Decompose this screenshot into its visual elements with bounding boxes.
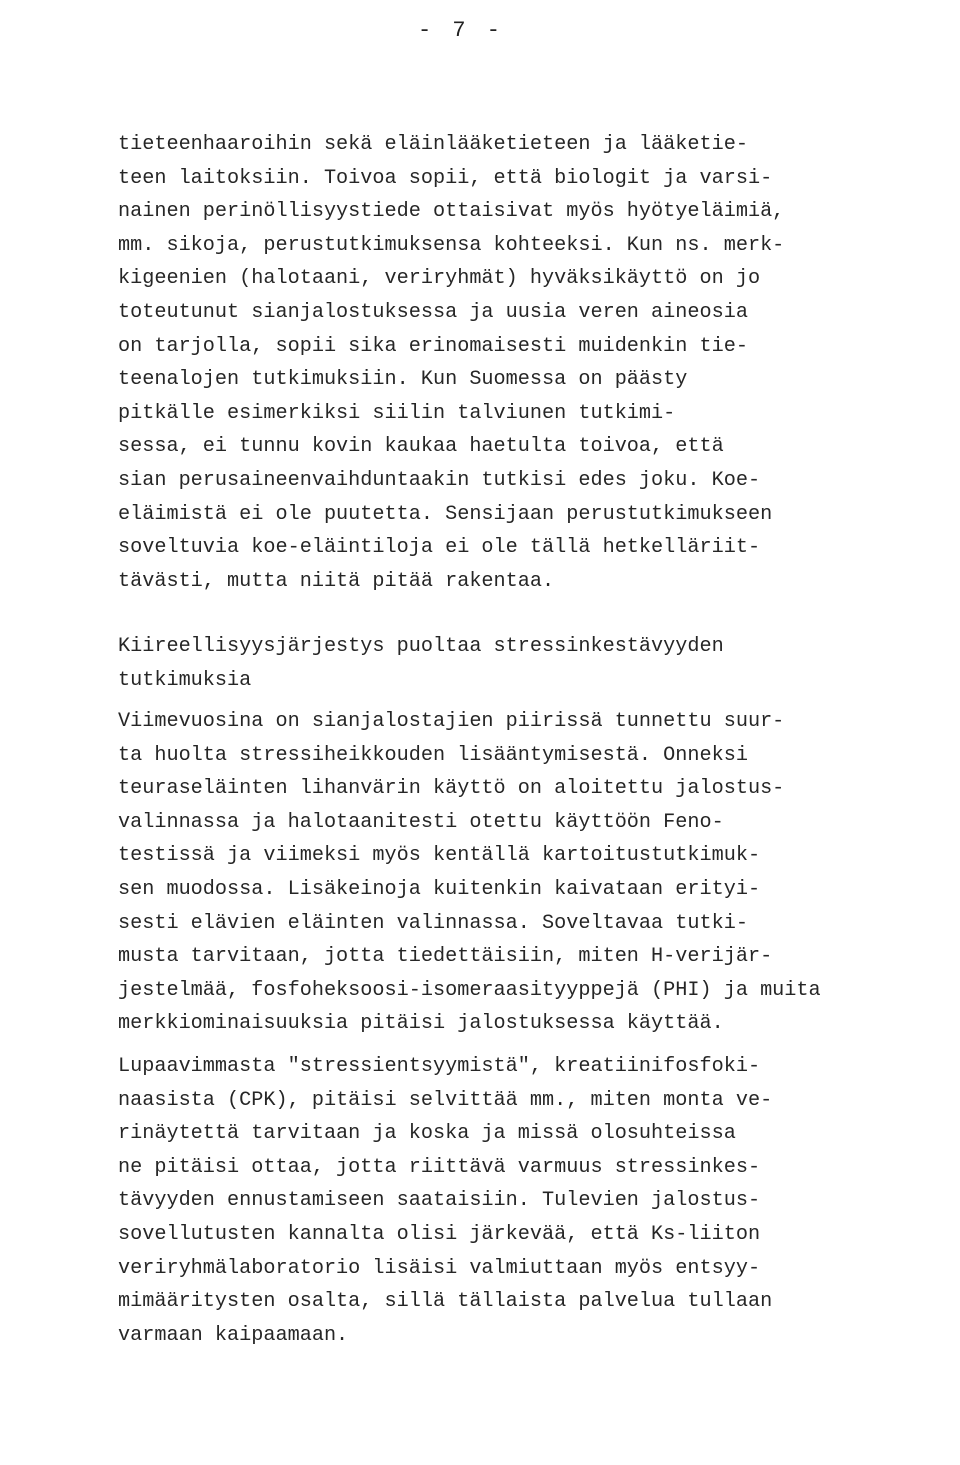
text-line: eläimistä ei ole puutetta. Sensijaan perustutkimukseen [118, 502, 773, 526]
text-line: jestelmää, fosfoheksoosi-isomeraasityyppejä (PHI) ja muita [118, 978, 821, 1002]
text-line: veriryhmälaboratorio lisäisi valmiuttaan myös entsyy- [118, 1256, 761, 1280]
text-line: soveltuvia koe-eläintiloja ei ole tällä hetkelläriit- [118, 536, 761, 560]
text-line: sesti elävien eläinten valinnassa. Soveltavaa tutki- [118, 911, 748, 935]
text-line: teen laitoksiin. Toivoa sopii, että biologit ja varsi- [118, 166, 773, 190]
text-line: tieteenhaaroihin sekä eläinlääketieteen ja lääketie- [118, 133, 748, 156]
text-line: ta huolta stressiheikkouden lisääntymisestä. Onneksi [118, 743, 748, 767]
text-line: nainen perinöllisyystiede ottaisivat myös hyötyeläimiä, [118, 200, 785, 224]
heading-line: Kiireellisyysjärjestys puoltaa stressinkestävyyden [118, 635, 724, 658]
text-line: kigeenien (halotaani, veriryhmät) hyväksikäyttö on jo [118, 267, 761, 291]
text-line: tävästi, mutta niitä pitää rakentaa. [118, 569, 555, 593]
paragraph-research-fields [118, 128, 878, 598]
text-line: merkkiominaisuuksia pitäisi jalostuksessa käyttää. [118, 1012, 724, 1036]
text-line: sovellutusten kannalta olisi järkevää, että Ks-liiton [118, 1222, 761, 1246]
text-line: teuraseläinten lihanvärin käyttö on aloitettu jalostus- [118, 777, 785, 801]
text-line: musta tarvitaan, jotta tiedettäisiin, miten H-verijär- [118, 945, 773, 969]
text-line: teenalojen tutkimuksiin. Kun Suomessa on päästy [118, 368, 688, 392]
text-line: Viimevuosina on sianjalostajien piirissä tunnettu suur- [118, 710, 785, 733]
text-line: toteutunut sianjalostuksessa ja uusia veren aineosia [118, 300, 748, 324]
section-heading [118, 630, 878, 697]
text-line: sian perusaineenvaihduntaakin tutkisi edes joku. Koe- [118, 468, 761, 492]
text-line: mm. sikoja, perustutkimuksensa kohteeksi. Kun ns. merk- [118, 233, 785, 257]
page-number: - 7 - [418, 18, 505, 43]
text-line: tävyyden ennustamiseen saataisiin. Tulevien jalostus- [118, 1189, 761, 1213]
text-line: Lupaavimmasta "stressientsyymistä", kreatiinifosfoki- [118, 1055, 761, 1078]
heading-line: tutkimuksia [118, 668, 252, 692]
text-line: testissä ja viimeksi myös kentällä kartoitustutkimuk- [118, 844, 761, 868]
text-line: on tarjolla, sopii sika erinomaisesti muidenkin tie- [118, 334, 748, 358]
text-line: varmaan kaipaamaan. [118, 1323, 349, 1347]
paragraph-cpk [118, 1050, 878, 1352]
text-line: valinnassa ja halotaanitesti otettu käyttöön Feno- [118, 810, 724, 834]
text-line: ne pitäisi ottaa, jotta riittävä varmuus stressinkes- [118, 1155, 761, 1179]
text-line: sessa, ei tunnu kovin kaukaa haetulta toivoa, että [118, 435, 724, 459]
text-line: naasista (CPK), pitäisi selvittää mm., miten monta ve- [118, 1088, 773, 1112]
paragraph-stress-weakness [118, 705, 878, 1041]
text-line: mimääritysten osalta, sillä tällaista palvelua tullaan [118, 1290, 773, 1314]
text-line: pitkälle esimerkiksi siilin talviunen tutkimi- [118, 401, 676, 425]
text-line: rinäytettä tarvitaan ja koska ja missä olosuhteissa [118, 1122, 736, 1146]
text-line: sen muodossa. Lisäkeinoja kuitenkin kaivataan erityi- [118, 877, 761, 901]
